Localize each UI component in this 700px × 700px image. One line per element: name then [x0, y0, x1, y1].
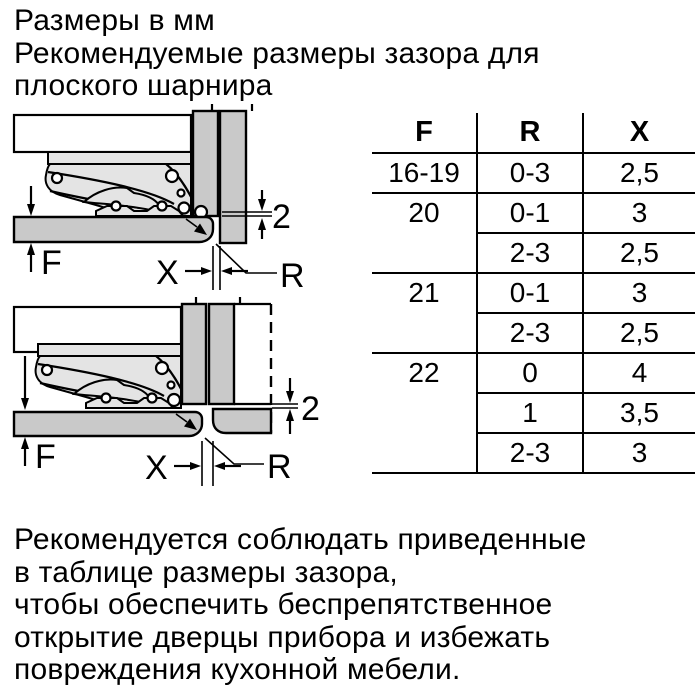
x-label: X [145, 449, 168, 487]
col-header-f: F [372, 113, 477, 153]
arrow-down-icon [258, 199, 266, 211]
arrow-up-icon [27, 243, 35, 255]
furniture-plinth-panel [14, 217, 213, 242]
table-row [372, 353, 695, 393]
arrow-up-icon [286, 409, 294, 421]
cell-r: 0-1 [477, 273, 583, 313]
dimension-x [145, 441, 241, 487]
appliance-door-panel [182, 304, 206, 404]
dimension-gap-2 [272, 378, 320, 434]
arrow-right-icon [190, 462, 201, 470]
cell-r: 2-3 [477, 233, 583, 273]
cell-f: 22 [372, 353, 477, 473]
arrow-down-icon [21, 398, 29, 410]
diagram-hinge-closed [14, 104, 305, 295]
cell-x: 2,5 [583, 153, 695, 193]
diagram-hinge-open [14, 297, 320, 487]
col-header-x: X [583, 113, 695, 153]
appliance-door-panel [193, 111, 218, 216]
furniture-door-panel [220, 111, 246, 243]
table-row [372, 193, 695, 233]
f-label: F [41, 244, 62, 282]
cell-x: 4 [583, 353, 695, 393]
cell-x: 2,5 [583, 233, 695, 273]
furniture-plinth-panel [14, 412, 202, 436]
cell-r: 2-3 [477, 433, 583, 473]
r-label: R [267, 448, 292, 486]
cell-f: 21 [372, 273, 477, 353]
appliance-housing [14, 115, 191, 152]
cell-x: 3 [583, 273, 695, 313]
r-label: R [280, 257, 305, 295]
footer-line-4: открытие дверцы прибора и избежать [14, 620, 551, 654]
cell-x: 3 [583, 433, 695, 473]
cell-f: 16-19 [372, 153, 477, 193]
dimension-x [156, 246, 248, 292]
cell-r: 0-1 [477, 193, 583, 233]
title-line-3: плоского шарнира [14, 69, 273, 102]
arrow-left-icon [214, 462, 225, 470]
cell-r: 0-3 [477, 153, 583, 193]
col-header-r: R [477, 113, 583, 153]
f-label: F [35, 438, 56, 476]
table-row [372, 273, 695, 313]
table-row [372, 153, 695, 193]
footer-line-1: Рекомендуется соблюдать приведенные [14, 523, 587, 556]
footer-line-2: в таблице размеры зазора, [14, 555, 398, 589]
cell-f: 20 [372, 193, 477, 273]
gap-dimensions-table [372, 113, 695, 474]
title-line-1: Размеры в мм [14, 4, 215, 37]
cell-x: 3,5 [583, 393, 695, 433]
arrow-up-icon [258, 218, 266, 230]
footer-line-3: чтобы обеспечить беспрепятственное [14, 588, 553, 621]
gap-2-label: 2 [301, 390, 320, 428]
hinge-pivot [168, 394, 180, 406]
cell-r: 1 [477, 393, 583, 433]
title-line-2: Рекомендуемые размеры зазора для [14, 36, 540, 70]
hinge-assembly [46, 152, 197, 216]
arrow-up-icon [21, 437, 29, 449]
cell-r: 2-3 [477, 313, 583, 353]
furniture-front-panel [213, 409, 271, 433]
hinge-assembly [36, 344, 187, 408]
cell-x: 3 [583, 193, 695, 233]
arrow-right-icon [201, 267, 212, 275]
x-label: X [156, 254, 179, 292]
arrow-down-icon [286, 391, 294, 403]
cell-x: 2,5 [583, 313, 695, 353]
furniture-door-panel [209, 304, 234, 404]
page-title [14, 5, 540, 103]
table-header-row [372, 113, 695, 153]
arrow-left-icon [221, 267, 232, 275]
arrow-down-icon [27, 204, 35, 216]
footer-note [14, 524, 587, 687]
gap-2-label: 2 [272, 198, 291, 236]
cell-r: 0 [477, 353, 583, 393]
hinge-diagrams [0, 100, 368, 492]
footer-line-5: повреждения кухонной мебели. [14, 653, 461, 686]
